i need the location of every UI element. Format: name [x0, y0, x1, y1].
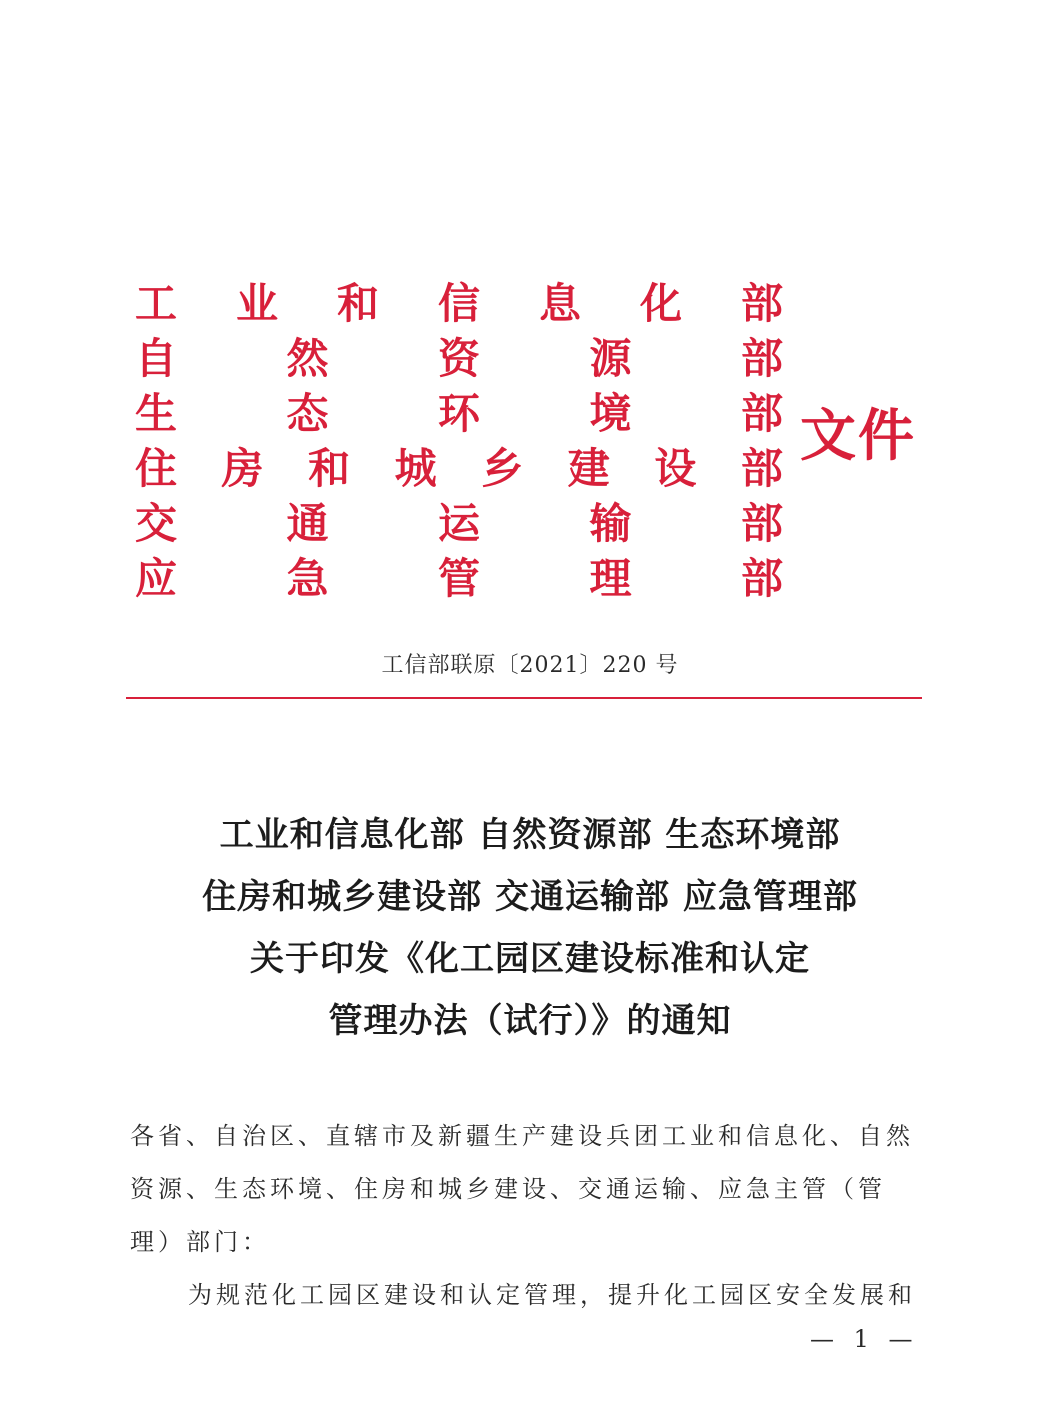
- masthead-char: 信: [437, 279, 480, 328]
- masthead-char: 应: [134, 554, 177, 603]
- document-title: [0, 804, 1060, 1052]
- masthead-char: 部: [740, 389, 783, 438]
- document-body: [130, 1110, 926, 1322]
- masthead-char: 房: [221, 444, 264, 493]
- title-line: 住房和城乡建设部 交通运输部 应急管理部: [202, 877, 858, 917]
- masthead-char: 急: [286, 554, 329, 603]
- red-divider-line: [126, 697, 922, 699]
- masthead-char: 生: [134, 389, 177, 438]
- title-line: 关于印发《化工园区建设标准和认定: [250, 939, 810, 979]
- body-line: 理）部门：: [130, 1228, 270, 1256]
- masthead-char: 境: [589, 389, 632, 438]
- masthead-char: 住: [134, 444, 177, 493]
- masthead-char: 化: [639, 279, 682, 328]
- masthead-char: 和: [336, 279, 379, 328]
- masthead-char: 部: [740, 554, 783, 603]
- masthead-char: 设: [654, 444, 697, 493]
- masthead-char: 城: [394, 444, 437, 493]
- masthead-char: 和: [308, 444, 351, 493]
- masthead-char: 部: [740, 499, 783, 548]
- document-number: 工信部联原〔2021〕220 号: [381, 653, 679, 678]
- masthead-row: [134, 331, 784, 386]
- masthead-char: 业: [235, 279, 278, 328]
- masthead-row: [134, 386, 784, 441]
- masthead-char: 理: [589, 554, 632, 603]
- masthead-row: [134, 276, 784, 331]
- masthead-char: 工: [134, 279, 177, 328]
- masthead-char: 建: [567, 444, 610, 493]
- masthead-char: 态: [286, 389, 329, 438]
- masthead-char: 部: [740, 279, 783, 328]
- body-line: 为规范化工园区建设和认定管理，提升化工园区安全发展和: [188, 1281, 916, 1309]
- title-line: 管理办法（试行）》的通知: [328, 1001, 732, 1041]
- body-line: 资源、生态环境、住房和城乡建设、交通运输、应急主管（管: [130, 1175, 886, 1203]
- masthead-char: 输: [589, 499, 632, 548]
- masthead-char: 息: [538, 279, 581, 328]
- masthead-char: 通: [286, 499, 329, 548]
- body-line: 各省、自治区、直辖市及新疆生产建设兵团工业和信息化、自然: [130, 1122, 914, 1150]
- page-number: — 1 —: [810, 1325, 919, 1353]
- masthead-char: 运: [437, 499, 480, 548]
- masthead-char: 管: [437, 554, 480, 603]
- masthead-char: 乡: [481, 444, 524, 493]
- masthead-char: 然: [286, 334, 329, 383]
- document-suffix: 文件: [800, 403, 916, 469]
- masthead-char: 交: [134, 499, 177, 548]
- masthead-row: [134, 551, 784, 606]
- masthead-row: [134, 441, 784, 496]
- masthead-row: [134, 496, 784, 551]
- masthead-char: 环: [437, 389, 480, 438]
- masthead-char: 部: [740, 334, 783, 383]
- masthead-char: 部: [740, 444, 783, 493]
- title-line: 工业和信息化部 自然资源部 生态环境部: [219, 815, 841, 855]
- masthead-char: 源: [589, 334, 632, 383]
- masthead-char: 资: [437, 334, 480, 383]
- masthead-char: 自: [134, 334, 177, 383]
- issuing-agencies-masthead: [134, 276, 784, 606]
